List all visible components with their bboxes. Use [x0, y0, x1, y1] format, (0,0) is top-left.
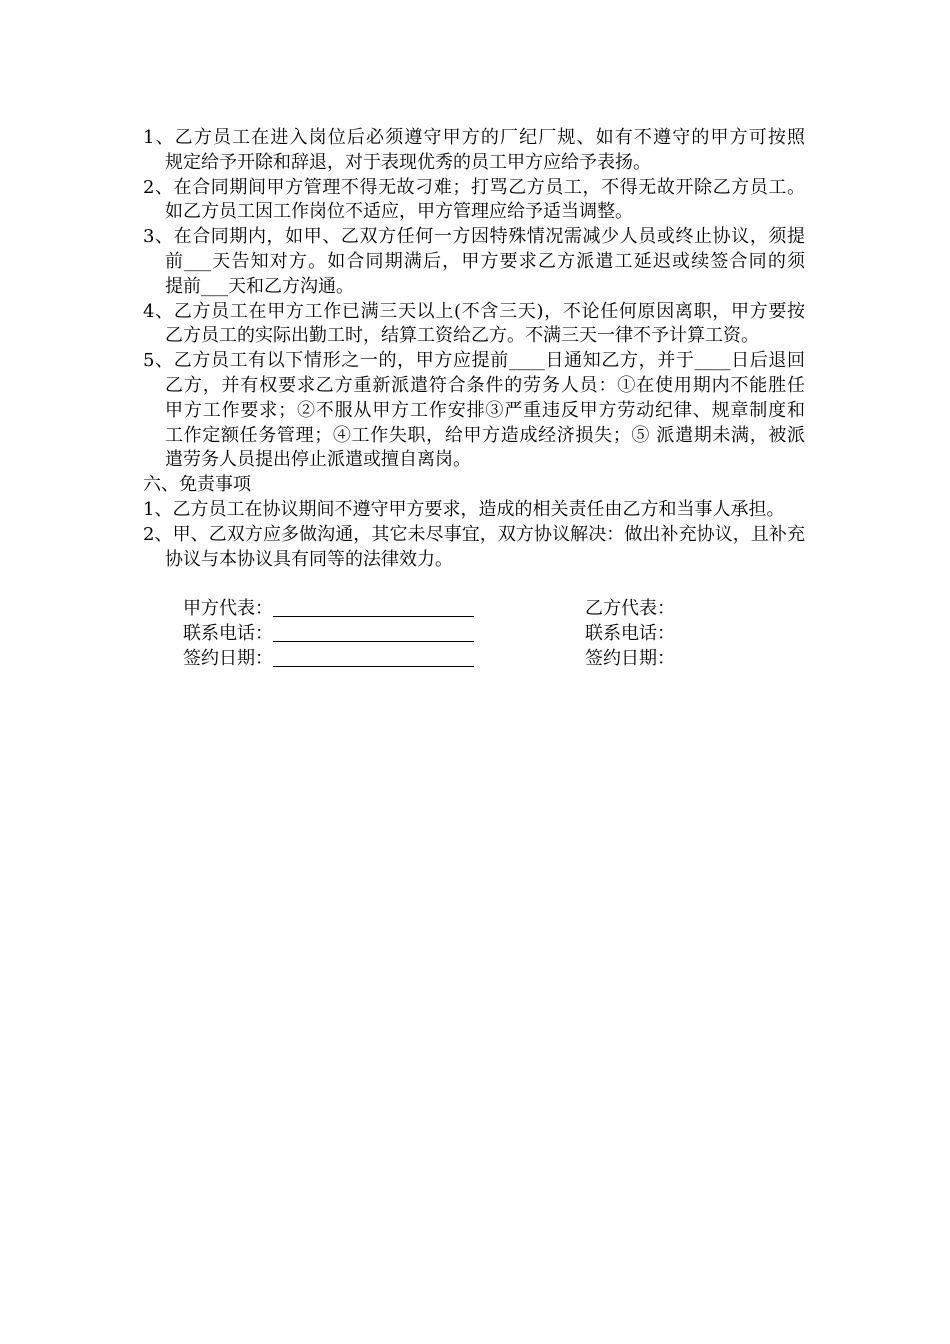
clause-line: 2、甲、乙双方应多做沟通，其它未尽事宜，双方协议解决：做出补充协议，且补充 [143, 523, 805, 545]
party-b-phone [585, 622, 675, 647]
disclaimer-clause-1 [143, 498, 805, 523]
party-b-phone-label: 联系电话： [585, 622, 675, 644]
signature-row-phone [143, 622, 805, 647]
party-b-representative [585, 597, 675, 622]
party-a-date [183, 647, 474, 672]
clause-2 [143, 176, 805, 226]
clause-line: 5、乙方员工有以下情形之一的，甲方应提前____日通知乙方，并于____日后退回 [143, 350, 805, 372]
signature-row-date [143, 647, 805, 672]
party-a-date-label: 签约日期： [183, 647, 273, 669]
party-a-phone-label: 联系电话： [183, 622, 273, 644]
signature-row-representative [143, 597, 805, 622]
party-b-representative-label: 乙方代表： [585, 598, 675, 620]
clause-line: 1、乙方员工在进入岗位后必须遵守甲方的厂纪厂规、如有不遵守的甲方可按照 [143, 127, 805, 148]
clause-line: 前___天告知对方。如合同期满后，甲方要求乙方派遣工延迟或续签合同的须 [165, 250, 805, 272]
party-b-date-label: 签约日期： [585, 647, 675, 669]
blank-line [143, 572, 805, 597]
contract-body [143, 126, 805, 672]
clause-line: 协议与本协议具有同等的法律效力。 [165, 548, 453, 570]
clause-line: 提前___天和乙方沟通。 [165, 275, 354, 297]
party-a-phone-line [273, 625, 474, 642]
party-a-representative [183, 597, 474, 622]
clause-list [143, 126, 805, 473]
party-a-phone [183, 622, 474, 647]
party-b-date [585, 647, 675, 672]
section-heading-disclaimer: 六、免责事项 [143, 474, 251, 496]
clause-line: 规定给予开除和辞退，对于表现优秀的员工甲方应给予表扬。 [165, 151, 651, 173]
clause-5 [143, 349, 805, 473]
clause-line: 工作定额任务管理；④工作失职，给甲方造成经济损失；⑤ 派遣期未满，被派 [165, 424, 805, 446]
party-a-date-line [273, 650, 474, 667]
clause-line: 甲方工作要求；②不服从甲方工作安排③严重违反甲方劳动纪律、规章制度和 [165, 399, 805, 421]
clause-line: 2、在合同期间甲方管理不得无故刁难；打骂乙方员工，不得无故开除乙方员工。 [143, 176, 805, 198]
clause-line: 乙方员工的实际出勤工时，结算工资给乙方。不满三天一律不予计算工资。 [165, 325, 759, 347]
clause-line: 遣劳务人员提出停止派遣或擅自离岗。 [165, 449, 471, 471]
clause-line: 4、乙方员工在甲方工作已满三天以上(不含三天)，不论任何原因离职，甲方要按 [143, 300, 805, 322]
clause-line: 如乙方员工因工作岗位不适应，甲方管理应给予适当调整。 [165, 201, 633, 223]
clause-line: 3、在合同期内，如甲、乙双方任何一方因特殊情况需减少人员或终止协议，须提 [143, 226, 805, 248]
clause-line: 乙方，并有权要求乙方重新派遣符合条件的劳务人员：①在使用期内不能胜任 [165, 374, 805, 396]
disclaimer-clause-2 [143, 523, 805, 573]
clause-4 [143, 300, 805, 350]
party-a-representative-label: 甲方代表： [183, 598, 273, 620]
clause-3 [143, 225, 805, 299]
disclaimer-clause-list [143, 498, 805, 572]
party-a-representative-signature-line [273, 600, 474, 617]
clause-line: 1、乙方员工在协议期间不遵守甲方要求，造成的相关责任由乙方和当事人承担。 [143, 498, 785, 520]
clause-1 [143, 126, 805, 176]
